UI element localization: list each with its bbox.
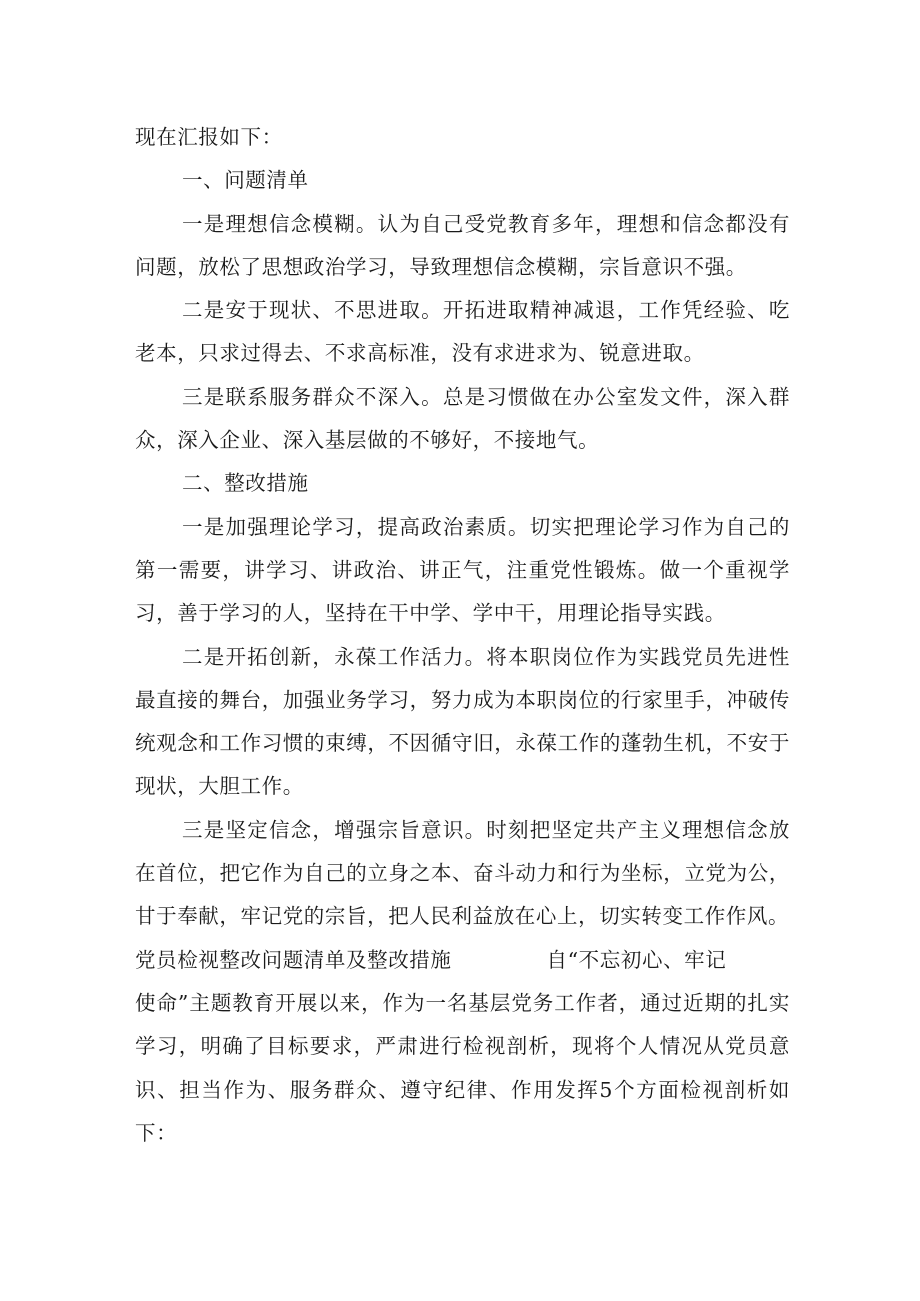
paragraph-measure-2: 二是开拓创新，永葆工作活力。将本职岗位作为实践党员先进性最直接的舞台，加强业务学习，努力成为本职岗位的行家里手，冲破传统观念和工作习惯的束缚，不因循守旧，永葆工作的蓬勃生机，不安于现状，大胆工作。 <box>135 644 790 799</box>
heading-problem-list: 一、问题清单 <box>182 168 309 193</box>
paragraph-measure-3: 三是坚定信念，增强宗旨意识。时刻把坚定共产主义理想信念放在首位，把它作为自己的立身之本、奋斗动力和行为坐标，立党为公，甘于奉献，牢记党的宗旨，把人民利益放在心上，切实转变工作作风。 <box>135 817 790 929</box>
paragraph-intro-start: 自“不忘初心、牢记 <box>546 947 727 972</box>
document-title: 党员检视整改问题清单及整改措施 <box>135 947 452 972</box>
paragraph-problem-1: 一是理想信念模糊。认为自己受党教育多年，理想和信念都没有问题，放松了思想政治学习，导致理想信念模糊，宗旨意识不强。 <box>135 211 790 279</box>
title-line <box>135 939 790 982</box>
paragraph-measure-1: 一是加强理论学习，提高政治素质。切实把理论学习作为自己的第一需要，讲学习、讲政治、讲正气，注重党性锻炼。做一个重视学习，善于学习的人，坚持在干中学、学中干，用理论指导实践。 <box>135 514 790 626</box>
document-body <box>135 116 790 1155</box>
paragraph-intro-rest: 使命”主题教育开展以来，作为一名基层党务工作者，通过近期的扎实学习，明确了目标要求，严肃进行检视剖析，现将个人情况从党员意识、担当作为、服务群众、遵守纪律、作用发挥5个方面检视剖析如下： <box>135 990 790 1145</box>
paragraph-intro: 现在汇报如下： <box>135 125 283 149</box>
paragraph-problem-3: 三是联系服务群众不深入。总是习惯做在办公室发文件，深入群众，深入企业、深入基层做的不够好，不接地气。 <box>135 384 790 453</box>
paragraph-problem-2: 二是安于现状、不思进取。开拓进取精神减退，工作凭经验、吃老本，只求过得去、不求高标准，没有求进求为、锐意进取。 <box>135 298 790 366</box>
heading-measures: 二、整改措施 <box>182 471 309 496</box>
